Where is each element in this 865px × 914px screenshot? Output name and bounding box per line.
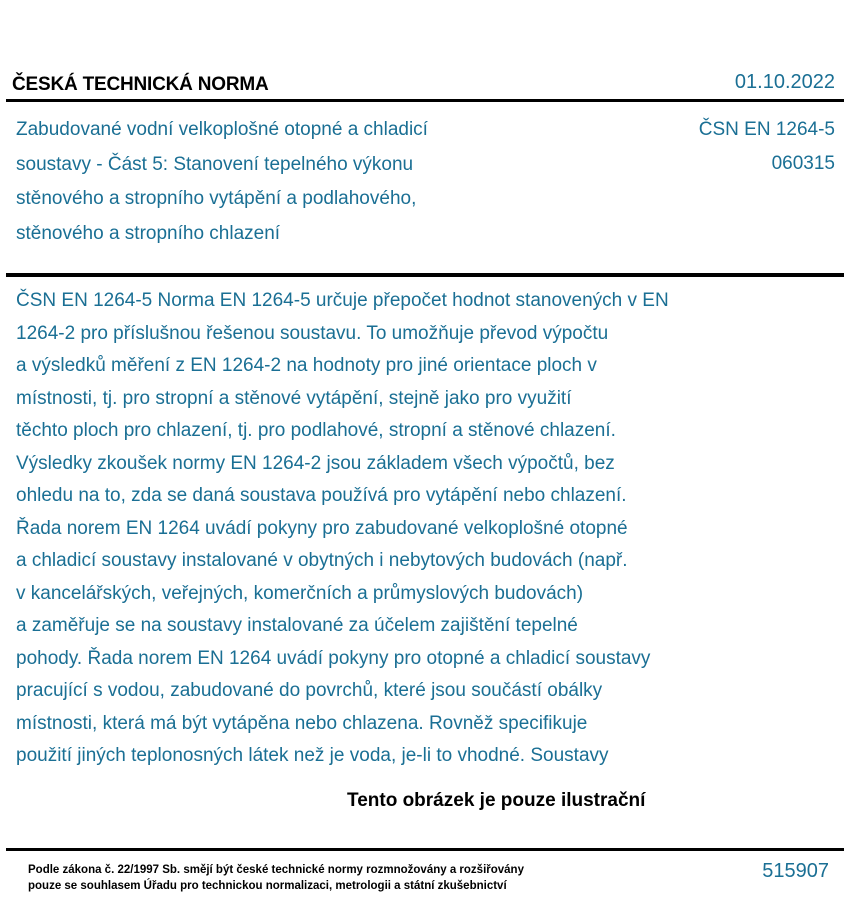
document-codes: [699, 113, 835, 181]
footer-divider: [6, 848, 844, 851]
document-id: 515907: [762, 860, 829, 882]
title-line: Zabudované vodní velkoplošné otopné a chladicí: [16, 119, 428, 140]
illustration-notice: Tento obrázek je pouze ilustrační: [347, 790, 646, 811]
legal-line: Podle zákona č. 22/1997 Sb. smějí být české technické normy rozmnožovány a rozšiřovány: [28, 864, 524, 876]
body-line: těchto ploch pro chlazení, tj. pro podlahové, stropní a stěnové chlazení.: [16, 420, 616, 441]
title-line: stěnového a stropního chlazení: [16, 222, 281, 244]
copyright-notice: [28, 862, 524, 894]
standard-code: ČSN EN 1264-5: [698, 119, 835, 140]
title-line: stěnového a stropního vytápění a podlahového,: [16, 188, 417, 209]
body-line: a chladicí soustavy instalované v obytných i nebytových budovách (např.: [16, 550, 628, 571]
publication-date: 01.10.2022: [734, 71, 835, 93]
body-line: Řada norem EN 1264 uvádí pokyny pro zabudované velkoplošné otopné: [16, 517, 628, 539]
title-divider: [6, 273, 844, 277]
body-line: ČSN EN 1264-5 Norma EN 1264-5 určuje přepočet hodnot stanovených v EN: [16, 290, 669, 311]
body-line: použití jiných teplonosných látek než je voda, je-li to vhodné. Soustavy: [16, 745, 609, 766]
abstract-text: [16, 285, 796, 773]
body-line: a výsledků měření z EN 1264-2 na hodnoty pro jiné orientace ploch v: [16, 355, 597, 376]
document-title: [16, 113, 506, 251]
body-line: v kancelářských, veřejných, komerčních a průmyslových budovách): [16, 582, 584, 604]
legal-line: pouze se souhlasem Úřadu pro technickou normalizaci, metrologii a státní zkušebnictví: [28, 880, 507, 892]
body-line: místnosti, která má být vytápěna nebo chlazena. Rovněž specifikuje: [16, 712, 588, 734]
body-line: pohody. Řada norem EN 1264 uvádí pokyny pro otopné a chladicí soustavy: [16, 647, 651, 669]
body-line: ohledu na to, zda se daná soustava používá pro vytápění nebo chlazení.: [16, 485, 627, 506]
body-line: Výsledky zkoušek normy EN 1264-2 jsou základem všech výpočtů, bez: [16, 452, 615, 474]
body-line: pracující s vodou, zabudované do povrchů, které jsou součástí obálky: [16, 680, 603, 701]
standard-heading: ČESKÁ TECHNICKÁ NORMA: [12, 74, 269, 95]
classification-code: 060315: [771, 153, 835, 174]
body-line: a zaměřuje se na soustavy instalované za účelem zajištění tepelné: [16, 615, 578, 636]
header-divider: [6, 99, 844, 102]
title-line: soustavy - Část 5: Stanovení tepelného výkonu: [16, 153, 414, 175]
body-line: 1264-2 pro příslušnou řešenou soustavu. To umožňuje převod výpočtu: [16, 322, 609, 344]
body-line: místnosti, tj. pro stropní a stěnové vytápění, stejně jako pro využití: [16, 387, 572, 409]
